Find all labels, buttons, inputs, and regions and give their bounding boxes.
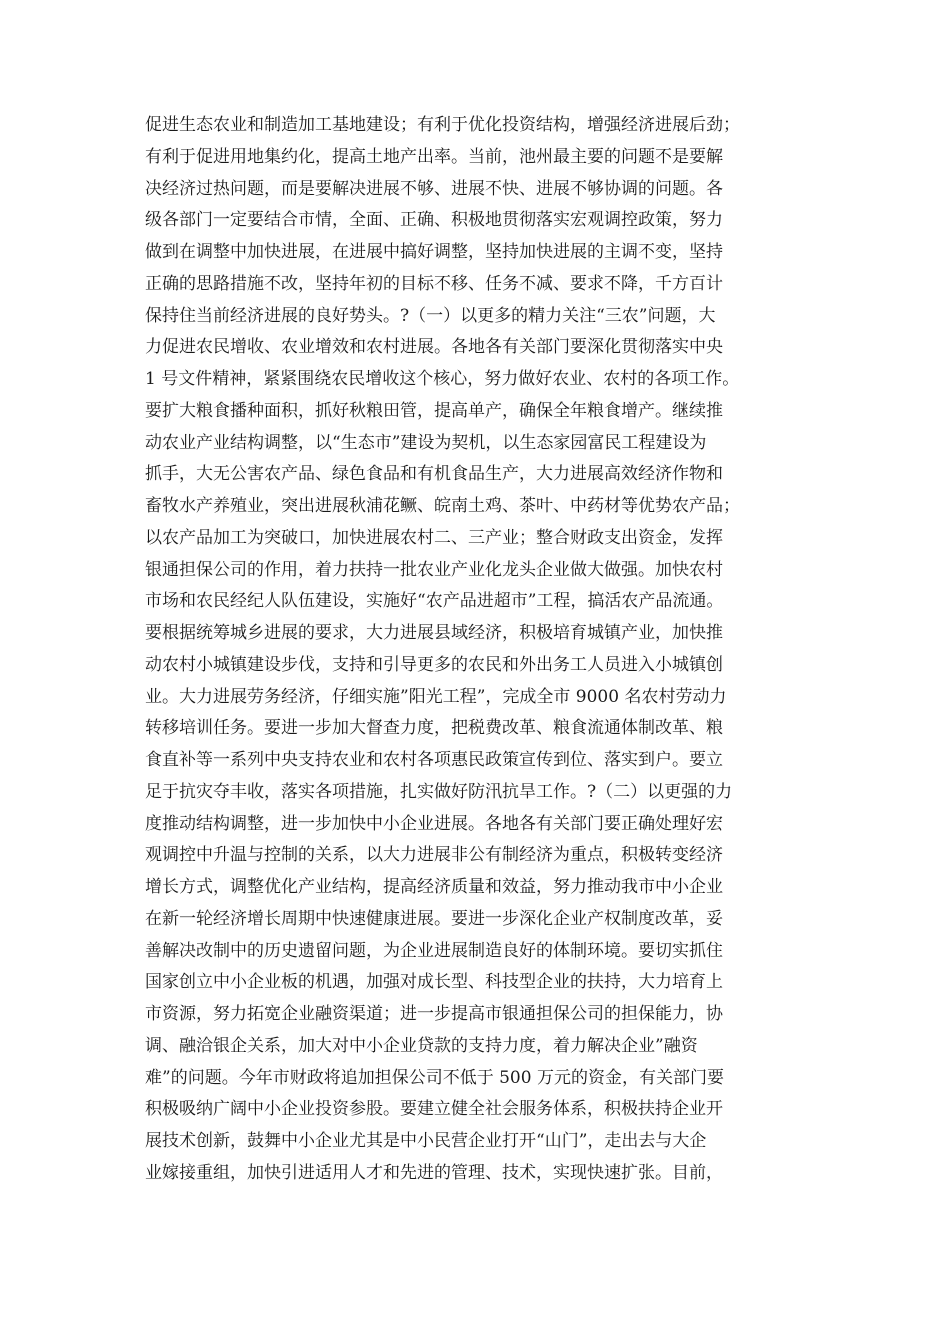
text-line: 度推动结构调整，进一步加快中小企业进展。各地各有关部门要正确处理好宏 [145, 813, 723, 834]
text-line: 要扩大粮食播种面积，抓好秋粮田管，提高单产，确保全年粮食增产。继续推 [145, 400, 723, 421]
text-line: 以农产品加工为突破口，加快进展农村二、三产业；整合财政支出资金，发挥 [145, 527, 723, 548]
text-line: 难”的问题。今年市财政将追加担保公司不低于 500 万元的资金，有关部门要 [145, 1067, 724, 1088]
text-line: 调、融洽银企关系，加大对中小企业贷款的支持力度，着力解决企业”融资 [145, 1035, 698, 1056]
text-line: 要根据统筹城乡进展的要求，大力进展县域经济，积极培育城镇产业，加快推 [145, 623, 723, 643]
text-line: 转移培训任务。要进一步加大督查力度，把税费改革、粮食流通体制改革、粮 [145, 718, 723, 739]
text-line: 动农业产业结构调整，以“生态市”建设为契机，以生态家园富民工程建设为 [145, 432, 707, 453]
text-line: 市场和农民经纪人队伍建设，实施好“农产品进超市”工程，搞活农产品流通。 [145, 591, 724, 612]
text-line: 1 号文件精神，紧紧围绕农民增收这个核心，努力做好农业、农村的各项工作。 [145, 369, 740, 389]
text-line: 在新一轮经济增长周期中快速健康进展。要进一步深化企业产权制度改革，妥 [145, 908, 723, 929]
text-line: 正确的思路措施不改，坚持年初的目标不移、任务不减、要求不降，千方百计 [145, 273, 723, 294]
text-line: 银通担保公司的作用，着力扶持一批农业产业化龙头企业做大做强。加快农村 [145, 559, 723, 580]
text-line: 有利于促进用地集约化，提高土地产出率。当前，池州最主要的问题不是要解 [145, 146, 723, 167]
text-line: 业嫁接重组，加快引进适用人才和先进的管理、技术，实现快速扩张。目前， [145, 1162, 723, 1183]
text-line: 善解决改制中的历史遗留问题，为企业进展制造良好的体制环境。要切实抓住 [145, 940, 723, 961]
text-line: 足于抗灾夺丰收，落实各项措施，扎实做好防汛抗旱工作。?（二）以更强的力 [145, 781, 733, 802]
text-line: 动农村小城镇建设步伐，支持和引导更多的农民和外出务工人员进入小城镇创 [145, 654, 723, 675]
text-line: 积极吸纳广阔中小企业投资参股。要建立健全社会服务体系，积极扶持企业开 [145, 1099, 723, 1120]
text-line: 力促进农民增收、农业增效和农村进展。各地各有关部门要深化贯彻落实中央 [145, 337, 723, 358]
text-line: 业。大力进展劳务经济，仔细实施”阳光工程”，完成全市 9000 名农村劳动力 [145, 686, 727, 707]
text-line: 保持住当前经济进展的良好势头。?（一）以更多的精力关注“三农”问题，大 [145, 305, 716, 326]
text-line: 增长方式，调整优化产业结构，提高经济质量和效益，努力推动我市中小企业 [145, 877, 723, 897]
text-line: 促进生态农业和制造加工基地建设；有利于优化投资结构，增强经济进展后劲； [145, 115, 740, 135]
text-line: 级各部门一定要结合市情，全面、正确、积极地贯彻落实宏观调控政策，努力 [145, 210, 723, 231]
text-line: 国家创立中小企业板的机遇，加强对成长型、科技型企业的扶持，大力培育上 [145, 972, 723, 993]
text-line: 畜牧水产养殖业，突出进展秋浦花鳜、皖南土鸡、茶叶、中药材等优势农产品； [145, 496, 740, 516]
text-line: 抓手，大无公害农产品、绿色食品和有机食品生产，大力进展高效经济作物和 [145, 464, 723, 485]
text-line: 市资源，努力拓宽企业融资渠道；进一步提高市银通担保公司的担保能力，协 [145, 1004, 723, 1024]
body-text [145, 110, 810, 1190]
text-line: 展技术创新，鼓舞中小企业尤其是中小民营企业打开“山门”，走出去与大企 [145, 1131, 707, 1151]
text-line: 食直补等一系列中央支持农业和农村各项惠民政策宣传到位、落实到户。要立 [145, 750, 723, 770]
text-line: 决经济过热问题，而是要解决进展不够、进展不快、进展不够协调的问题。各 [145, 178, 723, 199]
text-line: 做到在调整中加快进展，在进展中搞好调整，坚持加快进展的主调不变，坚持 [145, 242, 723, 262]
text-line: 观调控中升温与控制的关系，以大力进展非公有制经济为重点，积极转变经济 [145, 845, 723, 866]
